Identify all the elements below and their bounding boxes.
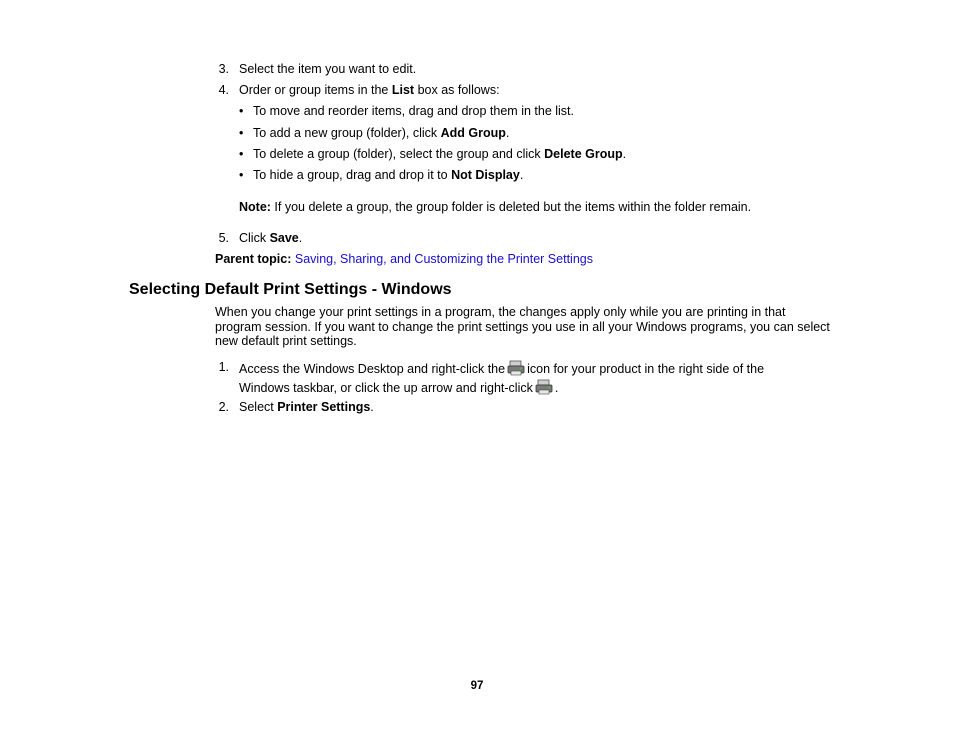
step-number: 4. bbox=[218, 83, 229, 97]
bullet-glyph: • bbox=[239, 147, 244, 161]
printer-tray-icon bbox=[535, 379, 553, 395]
step-text-line-2: Windows taskbar, or click the up arrow and right-click bbox=[239, 381, 533, 395]
step-text: Click Save. bbox=[239, 231, 303, 245]
bullet-text: To add a new group (folder), click Add Group. bbox=[253, 126, 510, 140]
note-text: If you delete a group, the group folder is deleted but the items within the folder remain. bbox=[270, 200, 752, 214]
bullet-glyph: • bbox=[239, 168, 244, 182]
step-number: 1. bbox=[218, 360, 229, 374]
bullet-glyph: • bbox=[239, 126, 244, 140]
parent-topic bbox=[215, 252, 593, 267]
parent-topic-link[interactable]: Saving, Sharing, and Customizing the Printer Settings bbox=[294, 252, 593, 266]
note-label: Note: bbox=[239, 200, 271, 214]
section-intro: When you change your print settings in a program, the changes apply only while you are printing in that program session. If you want to change the print settings you use in all your Windows programs, you can select new default print settings. bbox=[215, 305, 830, 349]
step-text: Select the item you want to edit. bbox=[239, 62, 417, 76]
bullet-text: To move and reorder items, drag and drop them in the list. bbox=[253, 104, 574, 118]
section-heading: Selecting Default Print Settings - Windows bbox=[129, 281, 452, 298]
step-text: Order or group items in the List box as follows: bbox=[239, 83, 500, 97]
parent-topic-label: Parent topic: bbox=[215, 252, 292, 266]
step-text: Select Printer Settings. bbox=[239, 400, 374, 414]
bullet-text: To delete a group (folder), select the group and click Delete Group. bbox=[253, 147, 627, 161]
bullet-text: To hide a group, drag and drop it to Not Display. bbox=[253, 168, 524, 182]
period: . bbox=[554, 381, 559, 395]
bullet-glyph: • bbox=[239, 104, 244, 118]
note bbox=[239, 200, 751, 215]
step-number: 5. bbox=[218, 231, 229, 245]
step-number: 2. bbox=[218, 400, 229, 414]
printer-tray-icon bbox=[507, 360, 525, 376]
page-number: 97 bbox=[470, 680, 484, 692]
step-number: 3. bbox=[218, 62, 229, 76]
step-text-line-1: Access the Windows Desktop and right-click the icon for your product in the right side of the bbox=[239, 362, 765, 376]
step-1-continued bbox=[239, 379, 558, 396]
